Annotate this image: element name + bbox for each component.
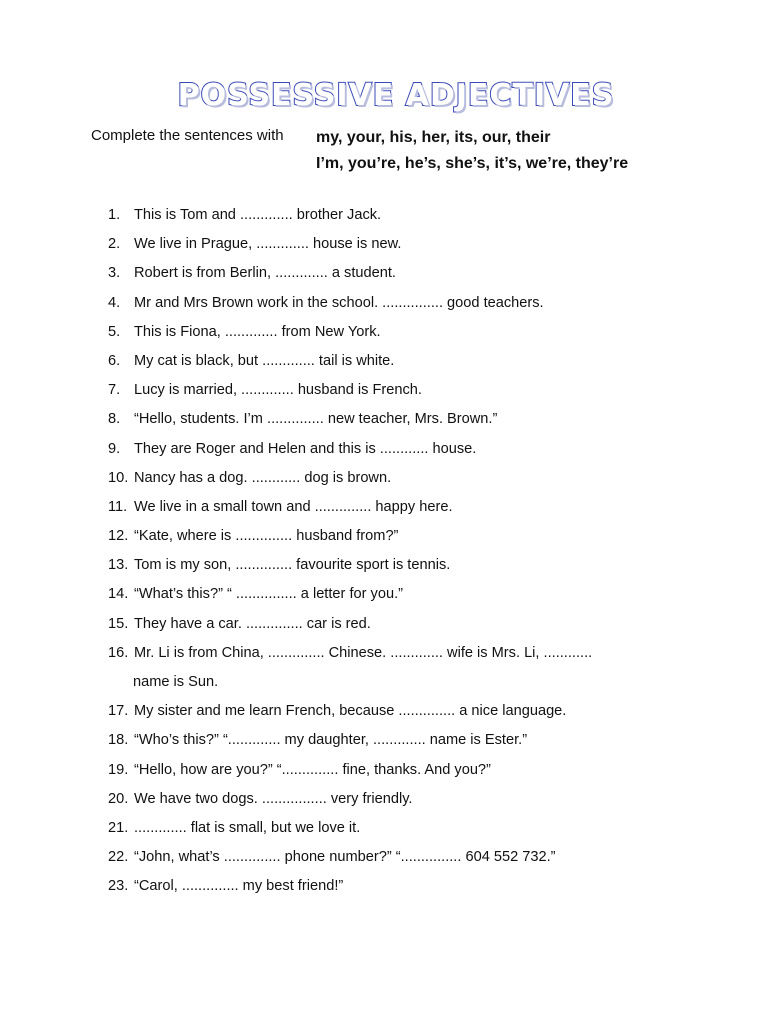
exercise-item (0, 318, 768, 347)
item-sentence: “Carol, .............. my best friend!” (134, 878, 344, 895)
exercise-item (0, 201, 768, 230)
page-title: POSSESSIVE ADJECTIVES (177, 78, 615, 113)
item-number: 12. (108, 528, 129, 545)
word-bank-contractions: I’m, you’re, he’s, she’s, it’s, we’re, they’re (316, 155, 629, 172)
item-number: 1. (108, 207, 121, 223)
item-number: 2. (108, 236, 121, 253)
word-bank (316, 125, 628, 177)
exercise-item (0, 493, 768, 522)
item-sentence: name is Sun. (133, 674, 219, 690)
exercise-item (0, 230, 768, 259)
item-number: 15. (108, 615, 129, 632)
exercise-item (0, 405, 768, 434)
item-number: 22. (108, 849, 129, 866)
exercise-item (0, 580, 768, 609)
exercise-item (0, 843, 768, 872)
item-sentence: We live in Prague, ............. house is new. (134, 236, 402, 253)
item-sentence: Mr. Li is from China, .............. Chinese. ............. wife is Mrs. Li, ............ (134, 644, 593, 661)
item-number: 23. (108, 878, 129, 895)
exercise-item (0, 435, 768, 464)
item-sentence: They are Roger and Helen and this is ............ house. (134, 440, 477, 457)
exercise-item (0, 726, 768, 755)
item-sentence: Lucy is married, ............. husband is French. (134, 382, 422, 399)
item-number: 7. (108, 382, 121, 399)
exercise-item (0, 814, 768, 843)
item-number: 21. (108, 819, 129, 836)
exercise-list (0, 201, 768, 902)
item-number: 20. (108, 790, 129, 807)
word-bank-possessives: my, your, his, her, its, our, their (316, 129, 551, 146)
exercise-item (0, 464, 768, 493)
item-sentence: My cat is black, but ............. tail is white. (134, 352, 395, 369)
item-sentence: “Who’s this?” “............. my daughter, ............. name is Ester.” (134, 732, 528, 749)
item-sentence: Nancy has a dog. ............ dog is brown. (134, 469, 392, 486)
exercise-item (0, 347, 768, 376)
item-sentence: This is Fiona, ............. from New York. (134, 323, 381, 340)
item-number: 10. (108, 469, 129, 486)
exercise-item (0, 551, 768, 580)
item-sentence: “What’s this?” “ ............... a letter for you.” (134, 586, 403, 603)
item-sentence: Robert is from Berlin, ............. a student. (134, 265, 396, 282)
title-container (12, 76, 768, 116)
item-number: 4. (108, 294, 121, 311)
exercise-item (0, 289, 768, 318)
item-sentence: “Kate, where is .............. husband from?” (134, 528, 399, 545)
exercise-item (0, 785, 768, 814)
item-number: 19. (108, 761, 129, 778)
item-sentence: We live in a small town and .............. happy here. (134, 498, 453, 515)
item-sentence: We have two dogs. ................ very friendly. (134, 790, 413, 807)
item-sentence: My sister and me learn French, because .............. a nice language. (134, 703, 567, 720)
exercise-item (0, 259, 768, 288)
exercise-item (0, 376, 768, 405)
item-number: 17. (108, 703, 129, 720)
item-number: 14. (108, 586, 129, 603)
instruction-text: Complete the sentences with (91, 127, 284, 144)
item-sentence: “Hello, students. I’m .............. new teacher, Mrs. Brown.” (134, 411, 498, 428)
item-number: 18. (108, 732, 129, 749)
exercise-item (0, 610, 768, 639)
exercise-item (0, 756, 768, 785)
item-sentence: Mr and Mrs Brown work in the school. ............... good teachers. (134, 294, 544, 311)
exercise-item (0, 872, 768, 901)
exercise-item-continuation (0, 668, 768, 697)
item-sentence: This is Tom and ............. brother Jack. (134, 207, 382, 223)
exercise-item (0, 639, 768, 668)
item-number: 3. (108, 265, 121, 282)
item-sentence: They have a car. .............. car is red. (134, 615, 371, 632)
exercise-item (0, 697, 768, 726)
item-number: 5. (108, 323, 121, 340)
item-sentence: “Hello, how are you?” “.............. fine, thanks. And you?” (134, 761, 491, 778)
item-sentence: ............. flat is small, but we love it. (134, 819, 361, 836)
item-number: 13. (108, 557, 129, 574)
item-number: 9. (108, 440, 121, 457)
item-number: 8. (108, 411, 121, 428)
item-number: 6. (108, 352, 121, 369)
item-sentence: “John, what’s .............. phone number?” “............... 604 552 732.” (134, 849, 556, 866)
item-sentence: Tom is my son, .............. favourite sport is tennis. (134, 557, 451, 574)
item-number: 11. (108, 498, 128, 515)
exercise-item (0, 522, 768, 551)
item-number: 16. (108, 644, 129, 661)
